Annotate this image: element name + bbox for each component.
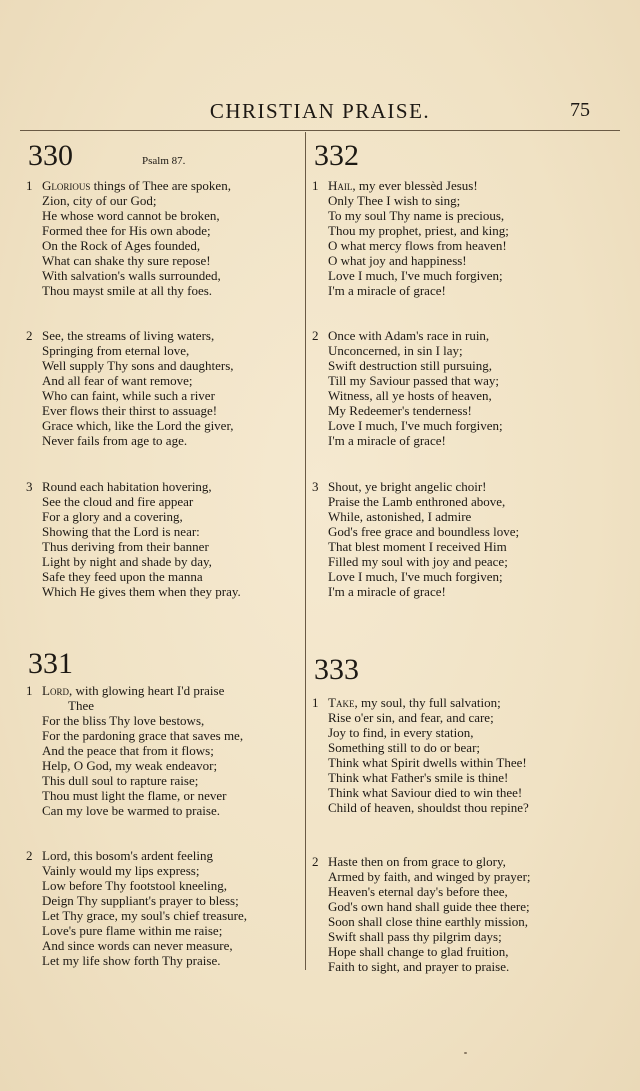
first-word: Glorious	[42, 178, 91, 193]
verse-line: Springing from eternal love,	[42, 343, 190, 358]
stanza-number: 3	[312, 479, 319, 494]
verse-line: While, astonished, I admire	[328, 509, 472, 524]
hymn-number: 333	[314, 653, 359, 686]
stanza-first-line	[312, 178, 597, 193]
stanza-number: 2	[26, 848, 33, 863]
stanza-first-line	[26, 848, 311, 863]
verse-line: Something still to do or bear;	[328, 740, 481, 755]
verse-line: Thus deriving from their banner	[42, 539, 209, 554]
stanza-number: 2	[312, 854, 319, 869]
stanza-first-line	[26, 178, 311, 193]
verse-line: He whose word cannot be broken,	[42, 208, 220, 223]
verse-line: Ever flows their thirst to assuage!	[42, 403, 218, 418]
verse-line: Swift shall pass thy pilgrim days;	[328, 929, 502, 944]
verse-line: Praise the Lamb enthroned above,	[328, 494, 506, 509]
verse-line: Think what Father's smile is thine!	[328, 770, 509, 785]
verse-line: And all fear of want remove;	[42, 373, 193, 388]
verse-line: Think what Saviour died to win thee!	[328, 785, 523, 800]
verse-line: Which He gives them when they pray.	[42, 584, 241, 599]
hymn-number: 332	[314, 139, 359, 172]
verse-line: Can my love be warmed to praise.	[42, 803, 220, 818]
verse-line: Low before Thy footstool kneeling,	[42, 878, 227, 893]
first-line-text: Shout, ye bright angelic choir!	[328, 479, 487, 494]
verse-line: What can shake thy sure repose!	[42, 253, 211, 268]
verse-line: Unconcerned, in sin I lay;	[328, 343, 463, 358]
verse-line: Swift destruction still pursuing,	[328, 358, 492, 373]
verse-line: Only Thee I wish to sing;	[328, 193, 461, 208]
verse-line: Soon shall close thine earthly mission,	[328, 914, 529, 929]
verse-line: I'm a miracle of grace!	[328, 283, 446, 298]
wrapped-line: Thee	[68, 698, 94, 713]
verse-line: Witness, all ye hosts of heaven,	[328, 388, 492, 403]
verse-line: With salvation's walls surrounded,	[42, 268, 221, 283]
stanza	[312, 695, 597, 815]
stanza-first-line	[312, 854, 597, 869]
stanza	[312, 479, 597, 599]
verse-line: Rise o'er sin, and fear, and care;	[328, 710, 494, 725]
stanza	[26, 178, 311, 298]
verse-line: Love I much, I've much forgiven;	[328, 569, 503, 584]
first-line-text: See, the streams of living waters,	[42, 328, 215, 343]
verse-line: See the cloud and fire appear	[42, 494, 194, 509]
verse-line: Vainly would my lips express;	[42, 863, 200, 878]
first-word: Hail,	[328, 178, 356, 193]
verse-line: Help, O God, my weak endeavor;	[42, 758, 218, 773]
verse-line: To my soul Thy name is precious,	[328, 208, 505, 223]
verse-line: Thou my prophet, priest, and king;	[328, 223, 509, 238]
verse-line: For a glory and a covering,	[42, 509, 183, 524]
first-word: Lord,	[42, 683, 73, 698]
running-header: CHRISTIAN PRAISE.	[209, 99, 431, 123]
verse-line: Love I much, I've much forgiven;	[328, 418, 503, 433]
verse-line: I'm a miracle of grace!	[328, 584, 446, 599]
stanza	[26, 328, 311, 448]
stanza	[312, 328, 597, 448]
verse-line: O what joy and happiness!	[328, 253, 467, 268]
verse-line: Child of heaven, shouldst thou repine?	[328, 800, 529, 815]
stanza	[312, 178, 597, 298]
verse-line: For the pardoning grace that saves me,	[42, 728, 244, 743]
verse-line: For the bliss Thy love bestows,	[42, 713, 205, 728]
verse-line: My Redeemer's tenderness!	[328, 403, 472, 418]
stanza	[26, 479, 311, 599]
stanza-first-line	[26, 328, 311, 343]
verse-line: Never fails from age to age.	[42, 433, 188, 448]
first-line-text: Round each habitation hovering,	[42, 479, 212, 494]
verse-line: Armed by faith, and winged by prayer;	[328, 869, 531, 884]
verse-line: Grace which, like the Lord the giver,	[42, 418, 234, 433]
verse-line: Zion, city of our God;	[42, 193, 157, 208]
first-line-text: Lord, this bosom's ardent feeling	[42, 848, 213, 863]
hymn-number: 331	[28, 647, 73, 680]
stanza	[312, 854, 597, 974]
verse-line: Love I much, I've much forgiven;	[328, 268, 503, 283]
verse-line: Who can faint, while such a river	[42, 388, 215, 403]
stanza-first-line	[26, 683, 311, 698]
verse-line: This dull soul to rapture raise;	[42, 773, 199, 788]
verse-line: O what mercy flows from heaven!	[328, 238, 507, 253]
verse-line: Joy to find, in every station,	[328, 725, 474, 740]
verse-line: Showing that the Lord is near:	[42, 524, 200, 539]
first-line-text: my soul, thy full salvation;	[357, 695, 501, 710]
stanza	[26, 848, 311, 968]
first-line-text: Haste then on from grace to glory,	[328, 854, 506, 869]
stanza-first-line	[312, 695, 597, 710]
verse-line: Well supply Thy sons and daughters,	[42, 358, 234, 373]
verse-line: Thou must light the flame, or never	[42, 788, 227, 803]
stanza-number: 1	[26, 178, 33, 193]
stanza-number: 2	[312, 328, 319, 343]
verse-line: Love's pure flame within me raise;	[42, 923, 223, 938]
first-line-text: things of Thee are spoken,	[90, 178, 231, 193]
verse-line: Till my Saviour passed that way;	[328, 373, 500, 388]
verse-line: Light by night and shade by day,	[42, 554, 212, 569]
print-speck	[464, 1052, 467, 1054]
stanza-number: 1	[312, 178, 319, 193]
verse-line: Faith to sight, and prayer to praise.	[328, 959, 510, 974]
stanza-number: 1	[312, 695, 319, 710]
verse-line: Formed thee for His own abode;	[42, 223, 211, 238]
verse-line: Deign Thy suppliant's prayer to bless;	[42, 893, 239, 908]
first-line-text: my ever blessèd Jesus!	[355, 178, 478, 193]
stanza-first-line	[26, 479, 311, 494]
stanza-number: 1	[26, 683, 33, 698]
verse-line: Thou mayst smile at all thy foes.	[42, 283, 213, 298]
stanza-first-line	[312, 328, 597, 343]
header-rule	[20, 130, 620, 131]
verse-line: Filled my soul with joy and peace;	[328, 554, 508, 569]
verse-line: God's free grace and boundless love;	[328, 524, 520, 539]
stanza-number: 2	[26, 328, 33, 343]
verse-line: On the Rock of Ages founded,	[42, 238, 201, 253]
verse-line: Heaven's eternal day's before thee,	[328, 884, 508, 899]
verse-line: God's own hand shall guide thee there;	[328, 899, 530, 914]
first-line-text: with glowing heart I'd praise	[72, 683, 225, 698]
verse-line: Let Thy grace, my soul's chief treasure,	[42, 908, 247, 923]
first-line-text: Once with Adam's race in ruin,	[328, 328, 490, 343]
verse-line: Think what Spirit dwells within Thee!	[328, 755, 527, 770]
verse-line: And since words can never measure,	[42, 938, 233, 953]
verse-line: I'm a miracle of grace!	[328, 433, 446, 448]
hymn-number: 330	[28, 139, 73, 172]
stanza	[26, 683, 311, 818]
tune-name: Psalm 87.	[142, 155, 186, 167]
verse-line: Hope shall change to glad fruition,	[328, 944, 509, 959]
verse-line: That blest moment I received Him	[328, 539, 507, 554]
first-word: Take,	[328, 695, 358, 710]
verse-line: And the peace that from it flows;	[42, 743, 214, 758]
verse-line: Let my life show forth Thy praise.	[42, 953, 221, 968]
page-number: 75	[570, 99, 590, 121]
verse-line: Safe they feed upon the manna	[42, 569, 203, 584]
stanza-number: 3	[26, 479, 33, 494]
stanza-first-line	[312, 479, 597, 494]
